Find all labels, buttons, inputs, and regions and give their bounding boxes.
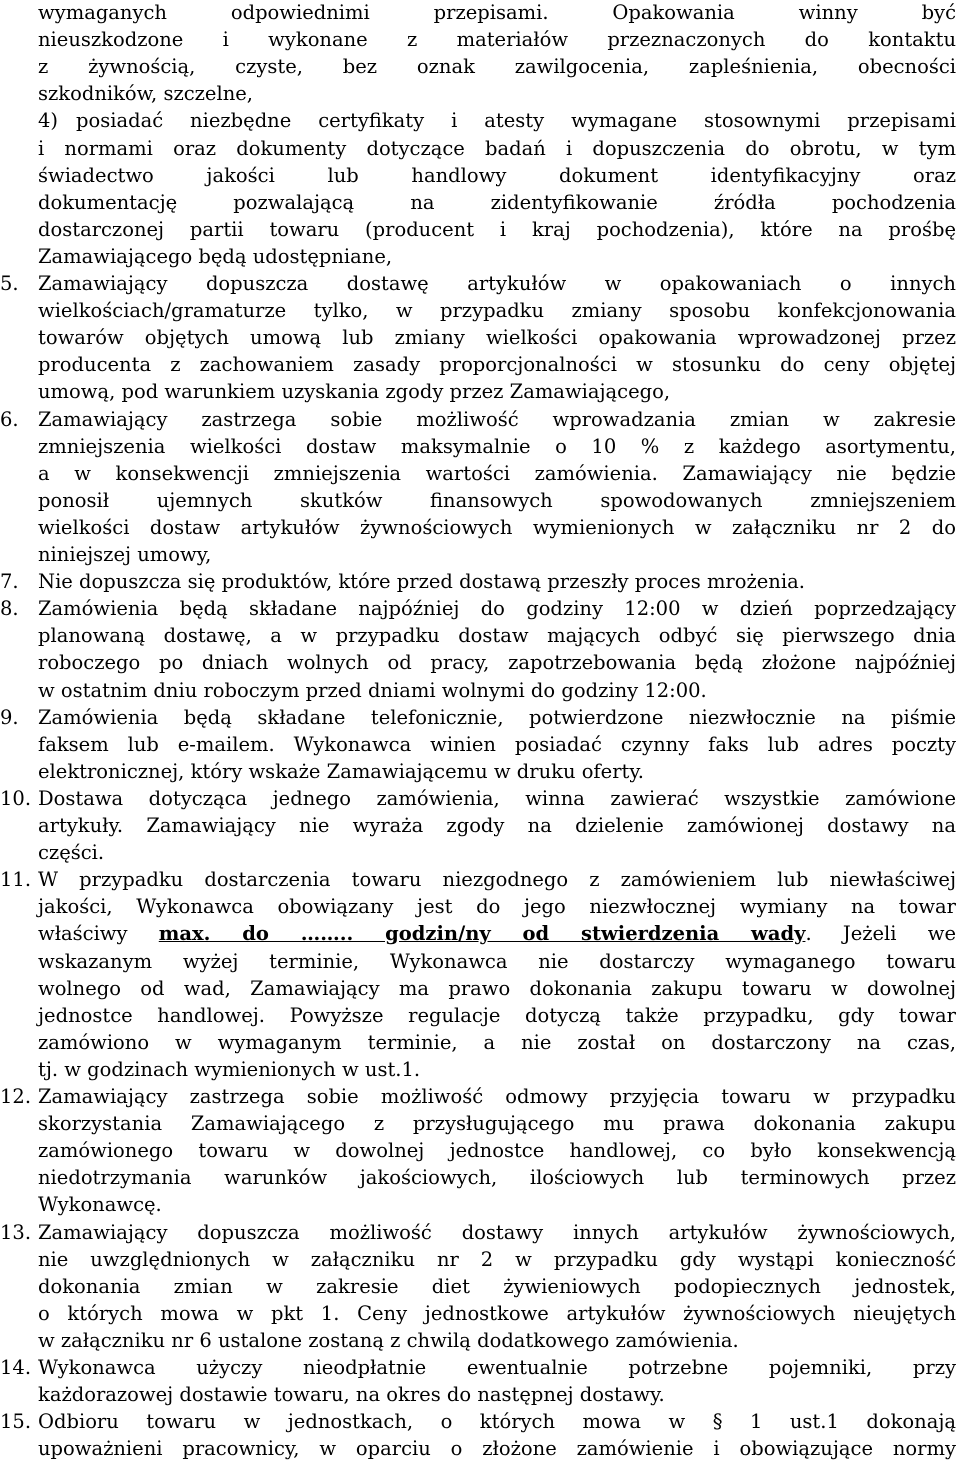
item-number: 11. bbox=[0, 868, 32, 892]
paragraph-line: a w konsekwencji zmniejszenia wartości zamówienia. Zamawiający nie będzie bbox=[38, 461, 956, 485]
text-before: właściwy bbox=[38, 922, 159, 946]
paragraph-line: nie uwzględnionych w załączniku nr 2 w przypadku gdy wystąpi konieczność bbox=[38, 1247, 956, 1271]
paragraph-line: dostarczonej partii towaru (producent i kraj pochodzenia), które na prośbę bbox=[38, 217, 956, 241]
item-number: 7. bbox=[0, 570, 19, 594]
paragraph-line: Zamawiający zastrzega sobie możliwość odmowy przyjęcia towaru w przypadku bbox=[38, 1085, 956, 1108]
paragraph-line: W przypadku dostarczenia towaru niezgodnego z zamówieniem lub niewłaściwej bbox=[38, 868, 956, 892]
item-number: 8. bbox=[0, 597, 19, 621]
text-after: . Jeżeli we bbox=[805, 922, 956, 946]
paragraph-line: zamówionego towaru w dowolnej jednostce handlowej, co było konsekwencją bbox=[38, 1139, 956, 1163]
paragraph-line: upoważnieni pracownicy, w oparciu o złożone zamówienie i obowiązujące normy bbox=[38, 1437, 956, 1461]
paragraph-line: nieuszkodzone i wykonane z materiałów przeznaczonych do kontaktu bbox=[38, 28, 956, 52]
paragraph-line: Zamówienia będą składane telefonicznie, potwierdzone niezwłocznie na piśmie bbox=[38, 705, 956, 729]
paragraph-line: wielkości dostaw artykułów żywnościowych wymienionych w załączniku nr 2 do bbox=[38, 515, 956, 539]
paragraph-line: wielkościach/gramaturze tylko, w przypadku zmiany sposobu konfekcjonowania bbox=[38, 299, 956, 323]
paragraph-line-with-deadline bbox=[38, 920, 956, 947]
paragraph-line: każdorazowej dostawie towaru, na okres do następnej dostawy. bbox=[38, 1383, 665, 1407]
paragraph-line: wymaganych odpowiednimi przepisami. Opakowania winny być bbox=[38, 1, 956, 24]
paragraph-line: Zamawiającego będą udostępniane, bbox=[38, 244, 393, 268]
paragraph-line: Odbioru towaru w jednostkach, o których mowa w § 1 ust.1 dokonają bbox=[38, 1410, 956, 1434]
paragraph-line: jakości, Wykonawca obowiązany jest do jego niezwłocznej wymiany na towar bbox=[38, 895, 956, 919]
item-number: 5. bbox=[0, 272, 19, 295]
paragraph-line: szkodników, szczelne, bbox=[38, 82, 253, 106]
paragraph-line: o których mowa w pkt 1. Ceny jednostkowe artykułów żywnościowych nieujętych bbox=[38, 1301, 956, 1325]
paragraph-line: części. bbox=[38, 841, 105, 865]
item-number: 6. bbox=[0, 407, 19, 431]
paragraph-line: Zamawiający zastrzega sobie możliwość wprowadzania zmian w zakresie bbox=[38, 407, 956, 431]
paragraph-line: Zamawiający dopuszcza możliwość dostawy innych artykułów żywnościowych, bbox=[38, 1220, 956, 1244]
item-number: 9. bbox=[0, 705, 19, 729]
paragraph-line: wolnego od wad, Zamawiający ma prawo dokonania zakupu towaru w dowolnej bbox=[38, 976, 956, 1000]
paragraph-line: skorzystania Zamawiającego z przysługującego mu prawa dokonania zakupu bbox=[38, 1112, 956, 1136]
item-number: 15. bbox=[0, 1410, 32, 1434]
paragraph-line: i normami oraz dokumenty dotyczące badań i dopuszczenia do obrotu, w tym bbox=[38, 136, 956, 160]
paragraph-line: Dostawa dotycząca jednego zamówienia, winna zawierać wszystkie zamówione bbox=[38, 786, 956, 810]
paragraph-line: z żywnością, czyste, bez oznak zawilgocenia, zapleśnienia, obecności bbox=[38, 55, 956, 79]
paragraph-line: faksem lub e-mailem. Wykonawca winien posiadać czynny faks lub adres poczty bbox=[38, 732, 956, 756]
paragraph-line: zmniejszenia wielkości dostaw maksymalnie o 10 % z każdego asortymentu, bbox=[38, 434, 956, 458]
item-number: 14. bbox=[0, 1356, 32, 1379]
paragraph-line: zamówiono w wymaganym terminie, a nie został on dostarczony na czas, bbox=[38, 1030, 956, 1054]
item-number: 13. bbox=[0, 1220, 32, 1244]
deadline-placeholder: max. do …….. godzin/ny od stwierdzenia wady bbox=[158, 922, 806, 946]
paragraph-line: elektronicznej, który wskaże Zamawiającemu w druku oferty. bbox=[38, 759, 644, 783]
paragraph-line: umową, pod warunkiem uzyskania zgody przez Zamawiającego, bbox=[38, 380, 671, 404]
item-number: 10. bbox=[0, 786, 32, 810]
item-number: 12. bbox=[0, 1085, 32, 1108]
paragraph-line: artykuły. Zamawiający nie wyraża zgody na dzielenie zamówionej dostawy na bbox=[38, 814, 956, 837]
paragraph-line: niniejszej umowy, bbox=[38, 543, 212, 566]
subitem-label: 4) bbox=[38, 109, 59, 133]
paragraph-line: ponosił ujemnych skutków finansowych spowodowanych zmniejszeniem bbox=[38, 488, 956, 512]
paragraph-line: dokumentację pozwalającą na zidentyfikowanie źródła pochodzenia bbox=[38, 190, 956, 214]
paragraph-line: w załączniku nr 6 ustalone zostaną z chwilą dodatkowego zamówienia. bbox=[38, 1328, 739, 1352]
paragraph-line: dokonania zmian w zakresie diet żywieniowych podopiecznych jednostek, bbox=[38, 1274, 956, 1298]
paragraph-line: roboczego po dniach wolnych od pracy, zapotrzebowania będą złożone najpóźniej bbox=[38, 651, 956, 675]
paragraph-line: Zamawiający dopuszcza dostawę artykułów w opakowaniach o innych bbox=[38, 272, 956, 295]
paragraph-line: wskazanym wyżej terminie, Wykonawca nie dostarczy wymaganego towaru bbox=[38, 949, 956, 973]
paragraph-line: planowaną dostawę, a w przypadku dostaw mających odbyć się pierwszego dnia bbox=[38, 624, 956, 648]
paragraph-line: tj. w godzinach wymienionych w ust.1. bbox=[38, 1057, 421, 1081]
paragraph-line: Zamówienia będą składane najpóźniej do godziny 12:00 w dzień poprzedzający bbox=[38, 597, 956, 621]
paragraph-line: niedotrzymania warunków jakościowych, ilościowych lub terminowych przez bbox=[38, 1166, 956, 1190]
paragraph-line: Nie dopuszcza się produktów, które przed dostawą przeszły proces mrożenia. bbox=[38, 570, 805, 594]
paragraph-line: Wykonawca użyczy nieodpłatnie ewentualnie potrzebne pojemniki, przy bbox=[38, 1356, 956, 1379]
paragraph-line: świadectwo jakości lub handlowy dokument identyfikacyjny oraz bbox=[38, 163, 956, 187]
paragraph-line: jednostce handlowej. Powyższe regulacje dotyczą także przypadku, gdy towar bbox=[38, 1003, 956, 1027]
paragraph-line: w ostatnim dniu roboczym przed dniami wolnymi do godziny 12:00. bbox=[38, 678, 707, 702]
paragraph-line: Wykonawcę. bbox=[38, 1193, 162, 1217]
paragraph-line: posiadać niezbędne certyfikaty i atesty wymagane stosownymi przepisami bbox=[76, 109, 956, 133]
paragraph-line: towarów objętych umową lub zmiany wielkości opakowania wprowadzonej przez bbox=[38, 326, 956, 350]
paragraph-line: producenta z zachowaniem zasady proporcjonalności w stosunku do ceny objętej bbox=[38, 353, 956, 377]
